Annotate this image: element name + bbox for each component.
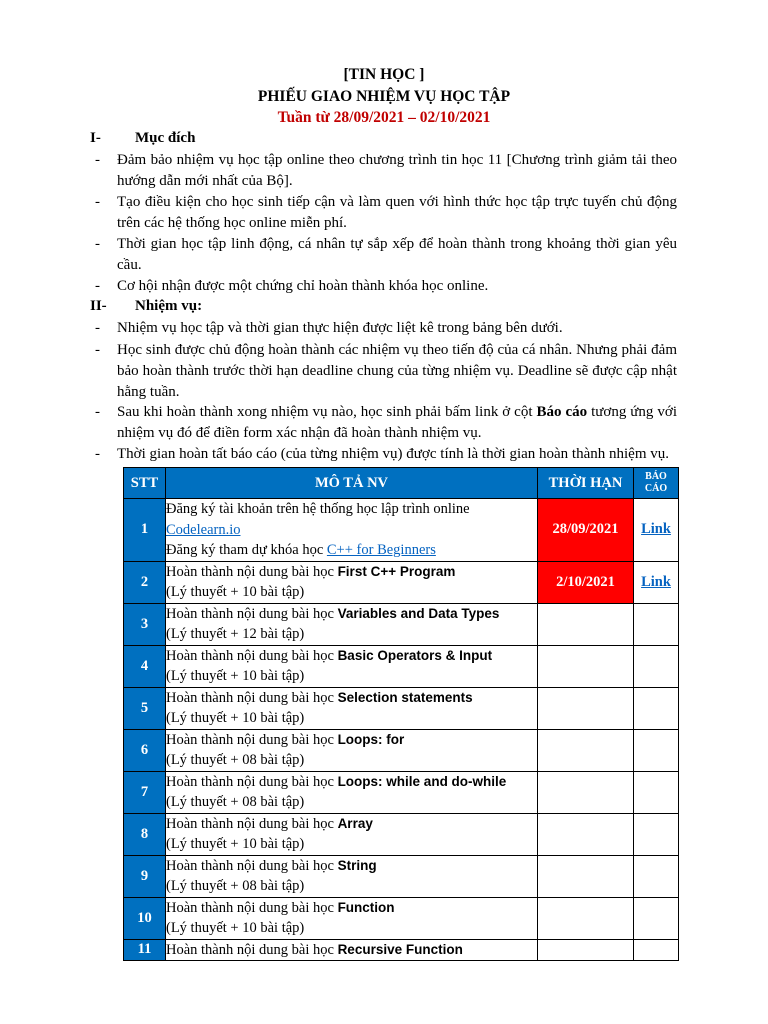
lesson-name: Variables and Data Types xyxy=(337,605,500,621)
task-description: Hoàn thành nội dung bài học Loops: for (Lý thuyết + 08 bài tập) xyxy=(166,729,538,771)
lesson-name: Selection statements xyxy=(337,689,473,705)
row-number: 7 xyxy=(124,771,166,813)
report-cell xyxy=(634,771,679,813)
section-1-title: Mục đích xyxy=(135,130,196,146)
lesson-name: First C++ Program xyxy=(337,563,456,579)
task-table xyxy=(123,467,679,961)
bullet-text: Thời gian hoàn tất báo cáo (của từng nhiệm vụ) được tính là thời gian hoàn thành nhiệm vụ. xyxy=(117,446,670,462)
table-row xyxy=(124,603,679,645)
deadline-cell xyxy=(538,687,634,729)
bullet-text: Đảm bảo nhiệm vụ học tập online theo chương trình tin học 11 [Chương trình giảm tải theo hướng dẫn mới nhất của Bộ]. xyxy=(117,152,677,189)
document-title: PHIẾU GIAO NHIỆM VỤ HỌC TẬP xyxy=(257,88,511,105)
report-cell xyxy=(634,499,679,562)
table-row xyxy=(124,855,679,897)
task-description: Hoàn thành nội dung bài học Function (Lý thuyết + 10 bài tập) xyxy=(166,897,538,939)
section-2-bullet: - Sau khi hoàn thành xong nhiệm vụ nào, học sinh phải bấm link ở cột Báo cáo tương ứng với nhiệm vụ đó để điền form xác nhận đã hoàn thành nhiệm vụ. xyxy=(95,404,677,441)
task-description: Hoàn thành nội dung bài học Loops: while and do-while (Lý thuyết + 08 bài tập) xyxy=(166,771,538,813)
report-cell xyxy=(634,897,679,939)
row-number: 11 xyxy=(124,939,166,961)
lesson-name: Loops: while and do-while xyxy=(337,773,507,789)
report-link[interactable]: Link xyxy=(641,521,671,538)
report-cell xyxy=(634,603,679,645)
row-number: 2 xyxy=(124,561,166,603)
table-row xyxy=(124,897,679,939)
report-cell xyxy=(634,561,679,603)
section-2-bullet: - Học sinh được chủ động hoàn thành các nhiệm vụ theo tiến độ của cá nhân. Nhưng phải đảm bảo hoàn thành trước thời hạn deadline chung của từng nhiệm vụ. Deadline sẽ được cập nhật hằng tuần. xyxy=(95,340,677,403)
table-row xyxy=(124,687,679,729)
section-1-bullet: - Thời gian học tập linh động, cá nhân tự sắp xếp để hoàn thành trong khoảng thời gian yêu cầu. xyxy=(95,234,677,276)
section-2-bullet: - Thời gian hoàn tất báo cáo (của từng nhiệm vụ) được tính là thời gian hoàn thành nhiệm vụ. xyxy=(95,444,677,465)
bold-report-word: Báo cáo xyxy=(536,404,588,420)
table-row xyxy=(124,813,679,855)
deadline-cell xyxy=(538,855,634,897)
deadline-cell xyxy=(538,729,634,771)
table-row xyxy=(124,561,679,603)
task-description: Hoàn thành nội dung bài học Basic Operators & Input (Lý thuyết + 10 bài tập) xyxy=(166,645,538,687)
deadline-cell xyxy=(538,897,634,939)
bullet-text: Tạo điều kiện cho học sinh tiếp cận và làm quen với hình thức học tập trực tuyến chủ động trên các hệ thống học online miễn phí. xyxy=(117,194,677,231)
lesson-name: String xyxy=(337,857,377,873)
report-cell xyxy=(634,813,679,855)
section-1-heading xyxy=(90,130,195,147)
deadline-cell: 28/09/2021 xyxy=(538,499,634,562)
header-description: MÔ TẢ NV xyxy=(166,468,538,499)
deadline-cell xyxy=(538,645,634,687)
bullet-text: Thời gian học tập linh động, cá nhân tự sắp xếp để hoàn thành trong khoảng thời gian yêu cầu. xyxy=(117,236,677,273)
header-stt: STT xyxy=(124,468,166,499)
row-number: 10 xyxy=(124,897,166,939)
section-2-bullet: - Nhiệm vụ học tập và thời gian thực hiện được liệt kê trong bảng bên dưới. xyxy=(95,318,677,339)
header-report: BÁO CÁO xyxy=(634,468,679,499)
week-range: Tuần từ 28/09/2021 – 02/10/2021 xyxy=(277,109,491,126)
task-description: Đăng ký tài khoản trên hệ thống học lập trình online Codelearn.io Đăng ký tham dự khóa học C++ for Beginners xyxy=(166,499,538,562)
report-cell xyxy=(634,687,679,729)
deadline-cell xyxy=(538,939,634,961)
bullet-text: Sau khi hoàn thành xong nhiệm vụ nào, học sinh phải bấm link ở cột xyxy=(117,404,533,420)
table-header-row xyxy=(124,468,679,499)
bullet-text: Học sinh được chủ động hoàn thành các nhiệm vụ theo tiến độ của cá nhân. Nhưng phải đảm bảo hoàn thành trước thời hạn deadline chung của từng nhiệm vụ. Deadline sẽ được cập nhật hằng tuần. xyxy=(117,342,677,400)
bullet-text: tương ứng với nhiệm vụ đó để điền form xác nhận đã hoàn thành nhiệm vụ. xyxy=(117,404,677,441)
lesson-name: Recursive Function xyxy=(337,941,463,957)
lesson-name: Function xyxy=(337,899,395,915)
deadline-cell: 2/10/2021 xyxy=(538,561,634,603)
row-number: 4 xyxy=(124,645,166,687)
section-1-bullet: - Cơ hội nhận được một chứng chỉ hoàn thành khóa học online. xyxy=(95,276,677,297)
table-row xyxy=(124,939,679,961)
task-description: Hoàn thành nội dung bài học Variables and Data Types (Lý thuyết + 12 bài tập) xyxy=(166,603,538,645)
bullet-text: Nhiệm vụ học tập và thời gian thực hiện được liệt kê trong bảng bên dưới. xyxy=(117,320,563,336)
task-description: Hoàn thành nội dung bài học String (Lý thuyết + 08 bài tập) xyxy=(166,855,538,897)
section-2-number: II- xyxy=(90,298,107,314)
codelearn-link[interactable]: Codelearn.io xyxy=(166,521,241,538)
section-1-bullet: - Tạo điều kiện cho học sinh tiếp cận và làm quen với hình thức học tập trực tuyến chủ động trên các hệ thống học online miễn phí. xyxy=(95,192,677,234)
bullet-text: Cơ hội nhận được một chứng chỉ hoàn thành khóa học online. xyxy=(117,278,489,294)
section-2-heading xyxy=(90,298,202,315)
task-description: Hoàn thành nội dung bài học Array (Lý thuyết + 10 bài tập) xyxy=(166,813,538,855)
row-number: 9 xyxy=(124,855,166,897)
lesson-name: Array xyxy=(337,815,373,831)
table-row xyxy=(124,729,679,771)
report-cell xyxy=(634,729,679,771)
row-number: 6 xyxy=(124,729,166,771)
report-cell xyxy=(634,939,679,961)
task-description: Hoàn thành nội dung bài học First C++ Program (Lý thuyết + 10 bài tập) xyxy=(166,561,538,603)
report-link[interactable]: Link xyxy=(641,573,671,590)
deadline-cell xyxy=(538,603,634,645)
table-row xyxy=(124,771,679,813)
report-cell xyxy=(634,645,679,687)
table-row xyxy=(124,645,679,687)
lesson-name: Loops: for xyxy=(337,731,405,747)
deadline-cell xyxy=(538,813,634,855)
header-deadline: THỜI HẠN xyxy=(538,468,634,499)
section-2-title: Nhiệm vụ: xyxy=(135,298,203,314)
row-number: 1 xyxy=(124,499,166,562)
table-row xyxy=(124,499,679,562)
subject-heading: [TIN HỌC ] xyxy=(343,66,425,83)
row-number: 5 xyxy=(124,687,166,729)
section-1-number: I- xyxy=(90,130,101,146)
section-1-bullet: - Đảm bảo nhiệm vụ học tập online theo chương trình tin học 11 [Chương trình giảm tải theo hướng dẫn mới nhất của Bộ]. xyxy=(95,150,677,192)
row-number: 3 xyxy=(124,603,166,645)
task-description: Hoàn thành nội dung bài học Recursive Function xyxy=(166,939,538,961)
report-cell xyxy=(634,855,679,897)
task-description: Hoàn thành nội dung bài học Selection statements (Lý thuyết + 10 bài tập) xyxy=(166,687,538,729)
deadline-cell xyxy=(538,771,634,813)
course-link[interactable]: C++ for Beginners xyxy=(326,542,436,558)
row-number: 8 xyxy=(124,813,166,855)
lesson-name: Basic Operators & Input xyxy=(337,647,493,663)
